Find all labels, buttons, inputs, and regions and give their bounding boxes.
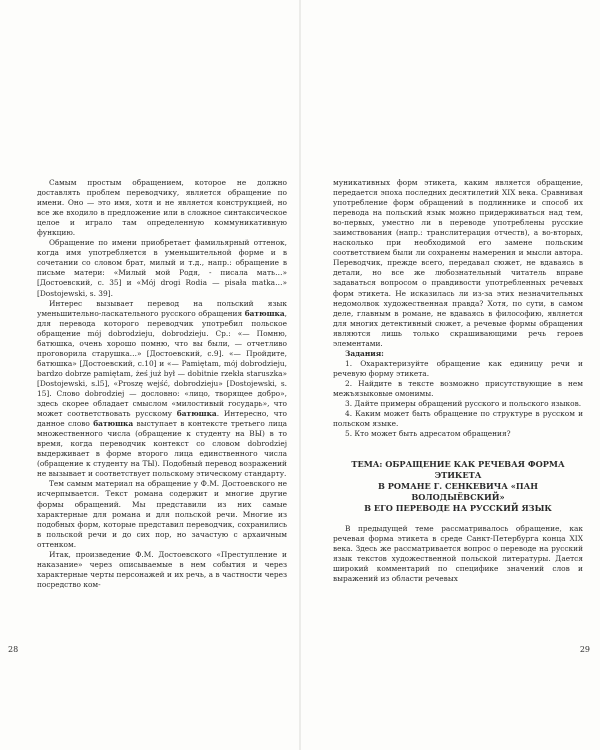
left-text-column	[37, 178, 287, 590]
section-title-line-3: В ЕГО ПЕРЕВОДЕ НА РУССКИЙ ЯЗЫК	[364, 503, 552, 514]
paragraph-section-intro: В предыдущей теме рассматривалось обращение, как речевая форма этикета в среде Санкт-Петербурга конца XIX века. Здесь же рассматривается вопрос о переводе на русский язык текстов художественной польской литературы. Дается широкий комментарий по специфике значений слов и выражений из области речевых	[333, 524, 583, 584]
section-title-line-2: В РОМАНЕ Г. СЕНКЕВИЧА «ПАН ВОЛОДЫЁВСКИЙ»	[377, 481, 539, 503]
tasks-heading: Задания:	[345, 348, 384, 358]
paragraph-conclusion-start: Итак, произведение Ф.М. Достоевского «Преступление и наказание» через описываемые в нем события и через характерные черты персонажей и их речь, а в частности через посредство ком-	[37, 549, 287, 589]
page-number-left: 28	[8, 645, 19, 654]
task-item-3: 3. Дайте примеры обращений русского и польского языков.	[345, 399, 582, 409]
right-page	[300, 0, 600, 750]
emphasis-word: батюшка	[93, 419, 134, 429]
emphasis-word: батюшка	[244, 308, 285, 318]
paragraph-familiar-address: Обращение по имени приобретает фамильярный оттенок, когда имя употребляется в уменьшительной форме и в сочетании со словом брат, милый и т.д., напр.: обращение в письме матери: «Милый мой Родя, - писала мать…» [Достоевский, с. 35] и «Mój drogi Rodia — pisała matka…» [Dostojewski, s. 39].	[37, 238, 287, 298]
task-item-5: 5. Кто может быть адресатом обращения?	[345, 429, 511, 439]
right-text-column	[333, 178, 583, 585]
section-title-line-1: ТЕМА: ОБРАЩЕНИЕ КАК РЕЧЕВАЯ ФОРМА ЭТИКЕТА	[351, 459, 565, 481]
section-title	[333, 459, 583, 514]
task-item-2: 2. Найдите в тексте возможно присутствующие в нем межъязыковые омонимы.	[333, 378, 583, 398]
task-item-1: 1. Охарактеризуйте обращение как единицу речи и речевую форму этикета.	[333, 358, 583, 378]
task-item-4: 4. Каким может быть обращение по структуре в русском и польском языке.	[333, 409, 583, 429]
paragraph-continued: муникативных форм этикета, каким является обращение, передается эпоха последних десятилетий XIX века. Сравнивая употребление форм обращений в подлиннике и способ их перевода на польский язык можно придерживаться над тем, во-первых, уместно ли в переводе употреблены русские заимствования (напр.: транслитерация отчеств), а во-вторых, насколько при необходимой его замене польским соответствием были ли сохранены намерения и мысли автора. Переводчик, прежде всего, передавал сюжет, не вдаваясь в детали, но все же любознательный читатель вправе задаваться вопросом о правдивости употребленных речевых форм этикета. Не исказилась ли из-за этих незначительных недомолвок художественная правда? Хотя, по сути, в самом деле, главным в романе, не вдаваясь в философию, является для многих детективный сюжет, а речевые формы обращения являются лишь только скрашивающими речь героев элементами.	[333, 178, 583, 348]
page-number-right: 29	[579, 645, 590, 654]
emphasis-word: батюшка	[176, 409, 217, 419]
paragraph-dostoevsky-forms: Тем самым материал на обращение у Ф.М. Достоевского не исчерпывается. Текст романа содержит и многие другие формы обращений. Мы представили из них самые характерные для романа и для польской речи. Многие из подобных форм, которые представил переводчик, сохранились в польской речи и до сих пор, но зачастую с архаичным оттенком.	[37, 479, 287, 549]
paragraph-batyushka: Интерес вызывает перевод на польский язык уменьшительно-ласкательного русского обращения батюшка, для перевода которого переводчик употребил польское обращение mój dobrodzieju, dobrodzieju. Ср.: «— Помню, батюшка, очень хорошо помню, что вы были, — отчетливо проговорила старушка…» [Достоевский, с.9]. «— Пройдите, батюшка» [Достоевский, с.10] и «— Pamiętam, mój dobrodzieju, bardzo dobrze pamiętam, żeś już był — dobitnie rzekła staruszka» [Dostojewski, s.l5], «Proszę wejść, dobrodzieju» [Dostojewski, s. 15]. Слово dobrodziej — дословно: «лицо, творящее добро», здесь скорее обладает смыслом «милостивый государь», что может соответствовать русскому батюшка. Интересно, что данное слово батюшка выступает в контексте третьего лица множественного числа (обращение к студенту на ВЫ) в то время, когда переводчик контекст со словом dobrodziej выдерживает в форме второго лица единственного числа (обращение к студенту на ТЫ). Подобный перевод возражений не вызывает и соответствует польскому этическому стандарту.	[37, 298, 287, 479]
paragraph-name-address: Самым простым обращением, которое не должно доставлять проблем переводчику, является обращение по имени. Оно — это имя, хотя и не является конструкцией, но все же входило в предложение или в сложное синтаксическое целое и играло там определенную коммуникативную функцию.	[37, 178, 287, 238]
